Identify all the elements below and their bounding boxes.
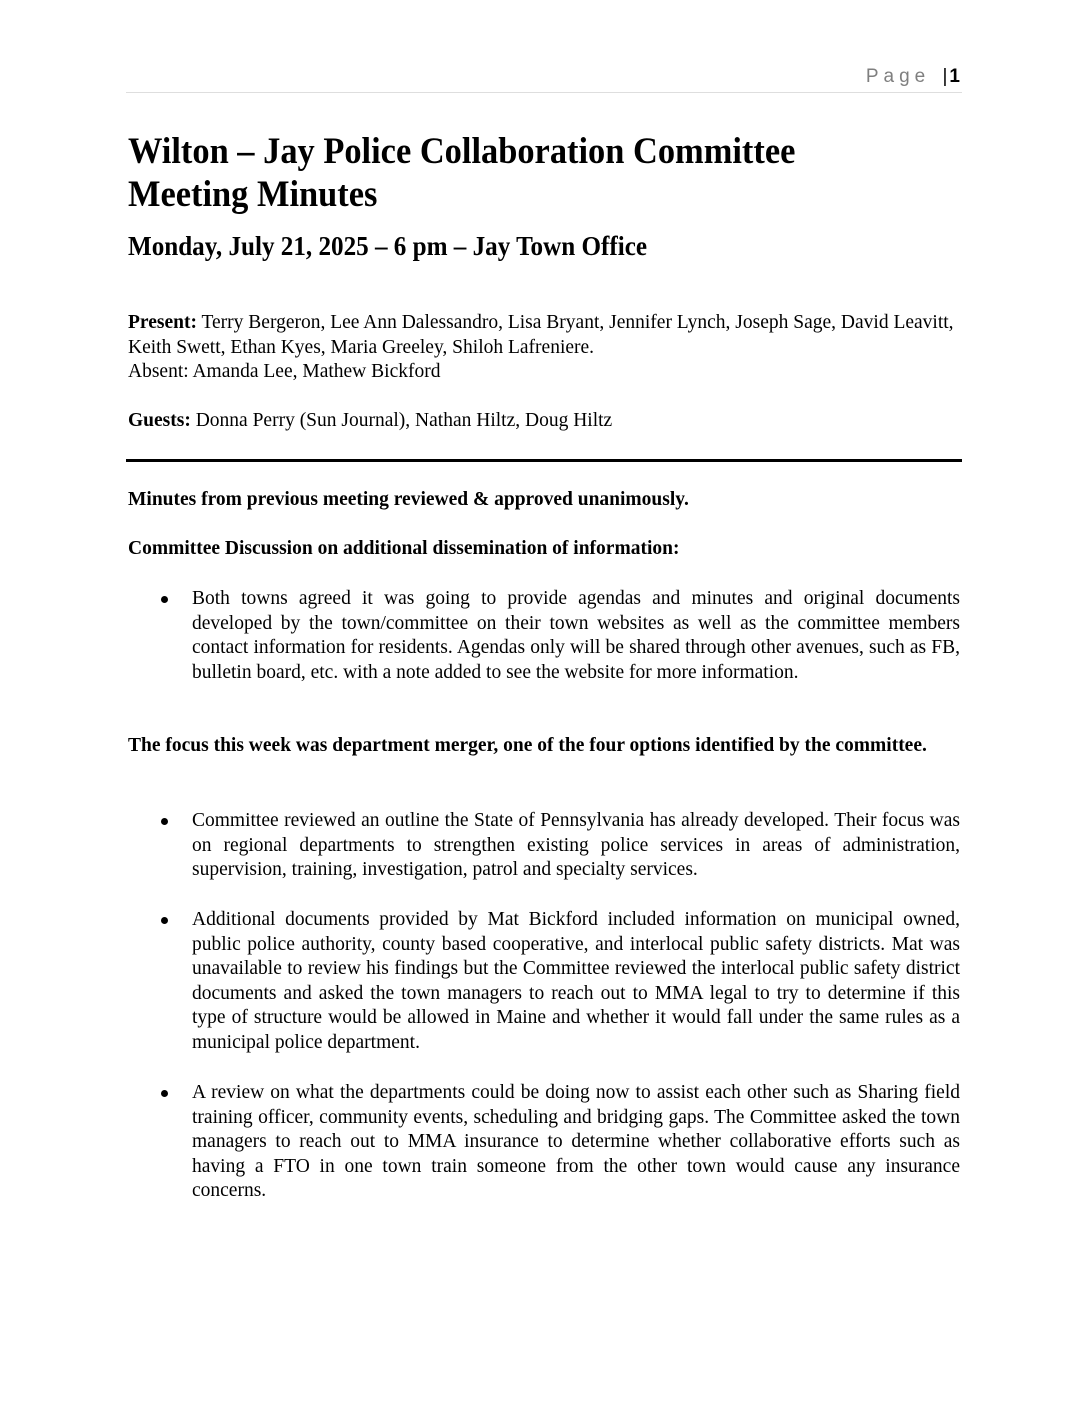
- attendance-block: [128, 311, 960, 385]
- present-label: Present:: [128, 312, 197, 333]
- page-number-value: 1: [949, 66, 960, 87]
- present-line: [128, 311, 960, 360]
- bullet-icon: [161, 1090, 168, 1097]
- merger-bullets-3: [128, 1081, 960, 1204]
- bullet-text: A review on what the departments could be doing now to assist each other such as Sharing field training officer, community events, scheduling and bridging gaps. The Committee asked the town managers to reach out to MMA insurance to determine whether collaborative efforts such as having a FTO in one town train someone from the other town would cause any insurance concerns.: [192, 1082, 960, 1201]
- page-label: Page: [865, 66, 931, 87]
- document-title: Wilton – Jay Police Collaboration Committee Meeting Minutes: [128, 131, 796, 215]
- section-divider: [126, 459, 962, 462]
- list-item: [128, 1081, 960, 1204]
- dissemination-bullets: [128, 587, 960, 685]
- minutes-approval-heading: Minutes from previous meeting reviewed & approved unanimously.: [128, 489, 689, 510]
- guests-names: Donna Perry (Sun Journal), Nathan Hiltz, Doug Hiltz: [190, 410, 613, 431]
- bullet-text: Committee reviewed an outline the State of Pennsylvania has already developed. Their focus was on regional departments to strengthen existing police services in areas of administration, supervision, training, investigation, patrol and specialty services.: [192, 810, 960, 880]
- list-item: [128, 809, 960, 883]
- guests-label: Guests:: [128, 410, 191, 431]
- list-item: [128, 587, 960, 685]
- bullet-text: Both towns agreed it was going to provide agendas and minutes and original documents developed by the town/committee on their town websites as well as the committee members contact information for residents. Agendas only will be shared through other avenues, such as FB, bulletin board, etc. with a note added to see the website for more information.: [192, 588, 960, 683]
- guests-line: [128, 409, 960, 434]
- page-separator: |: [942, 66, 950, 87]
- bullet-icon: [161, 818, 168, 825]
- absent-line: Absent: Amanda Lee, Mathew Bickford: [128, 361, 441, 382]
- bullet-icon: [161, 917, 168, 924]
- present-names: Terry Bergeron, Lee Ann Dalessandro, Lisa Bryant, Jennifer Lynch, Joseph Sage, David Leavitt, Keith Swett, Ethan Kyes, Maria Greeley, Shiloh Lafreniere.: [128, 312, 954, 358]
- merger-bullets-2: [128, 908, 960, 1055]
- bullet-icon: [161, 596, 168, 603]
- meeting-date-location: Monday, July 21, 2025 – 6 pm – Jay Town Office: [128, 231, 647, 261]
- list-item: [128, 908, 960, 1055]
- merger-focus-heading: The focus this week was department merger, one of the four options identified by the committee.: [128, 735, 927, 756]
- page-header: [126, 62, 962, 93]
- page-number: [866, 66, 960, 88]
- merger-bullets-1: [128, 809, 960, 883]
- dissemination-heading: Committee Discussion on additional dissemination of information:: [128, 538, 680, 559]
- bullet-text: Additional documents provided by Mat Bickford included information on municipal owned, public police authority, county based cooperative, and interlocal public safety districts. Mat was unavailable to review his findings but the Committee reviewed the interlocal public safety district documents and asked the town managers to reach out to MMA legal to try to determine if this type of structure would be allowed in Maine and whether it would fall under the same rules as a municipal police department.: [192, 909, 960, 1053]
